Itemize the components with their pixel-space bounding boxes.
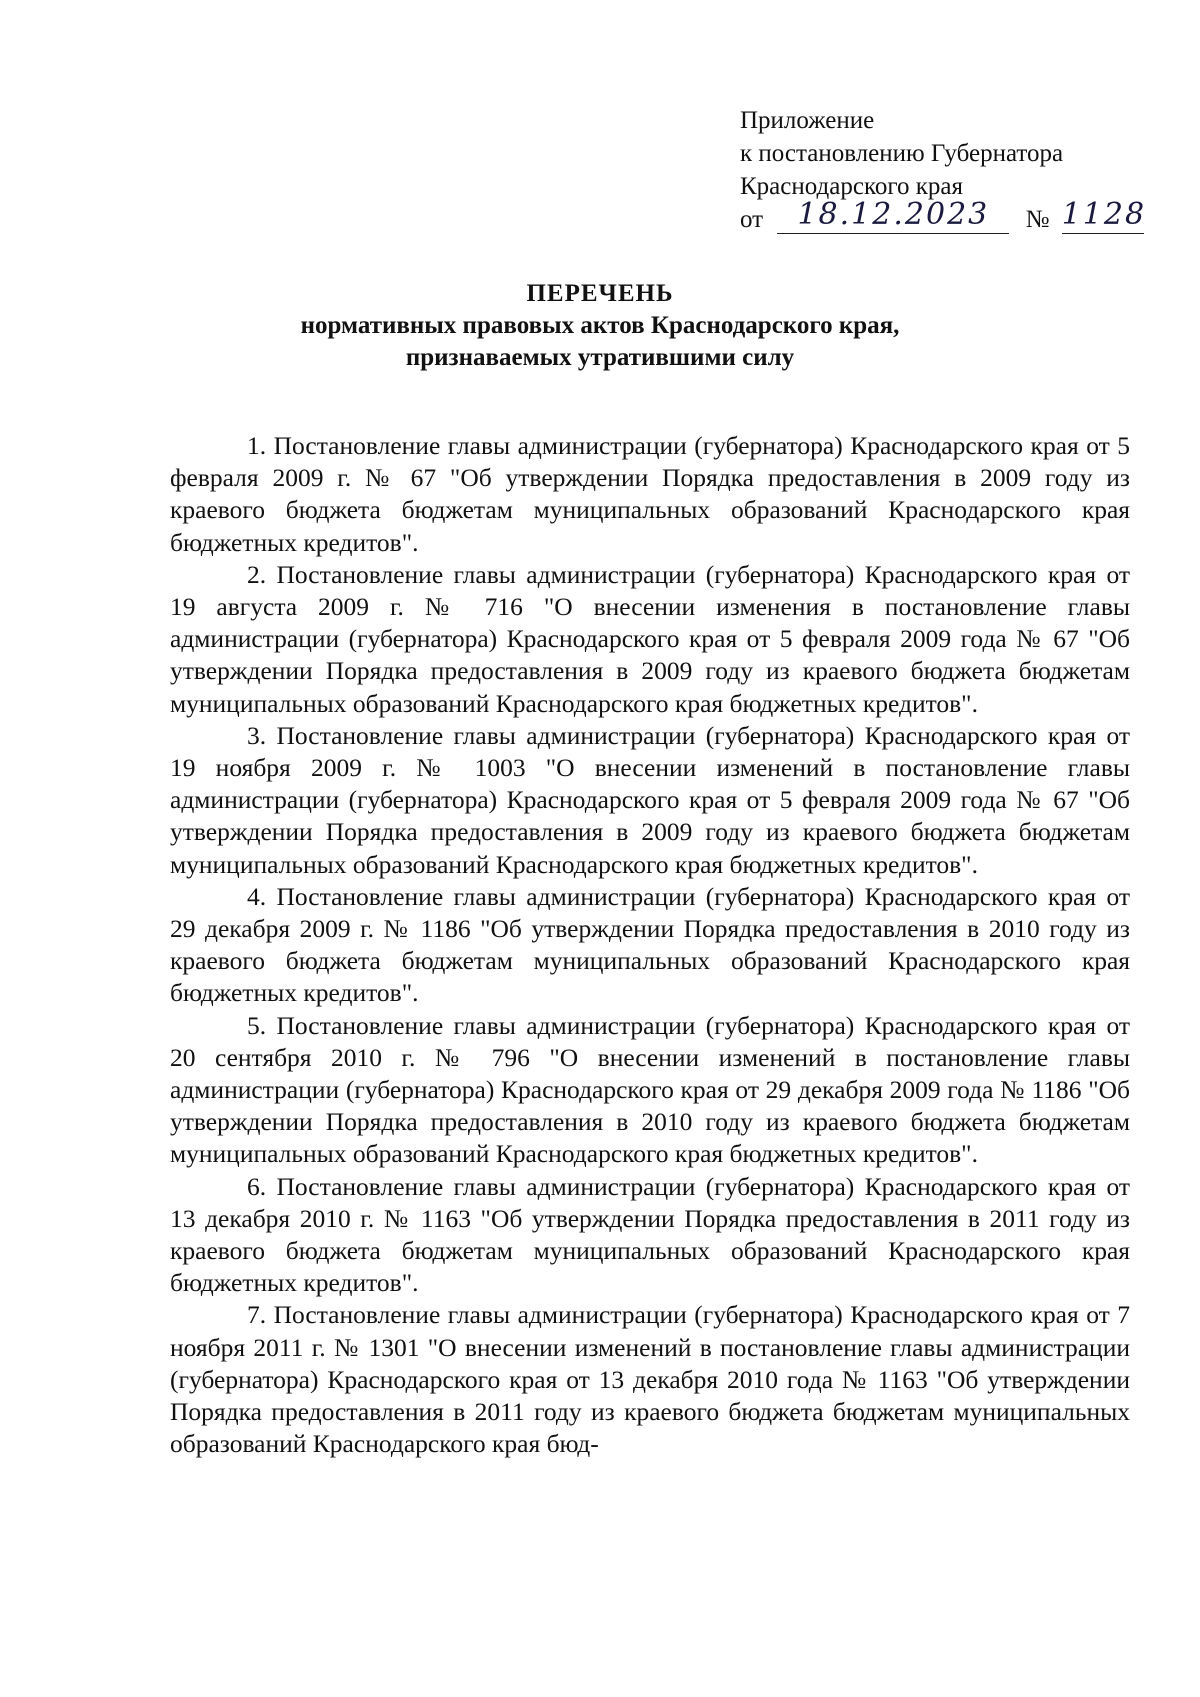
document-subtitle-line-1: нормативных правовых актов Краснодарского края, (300, 312, 900, 339)
list-item: 3. Постановление главы администрации (губернатора) Краснодарского края от 19 ноября 2009 г. № 1003 "О внесении изменений в постановление главы администрации (губернатора) Краснодарского края от 5 февраля 2009 года № 67 "Об утверждении Порядка предоставления в 2009 году из краевого бюджета бюджетам муниципальных образований Краснодарского края бюджетных кредитов". (170, 720, 1130, 879)
appendix-date-number-line (740, 197, 1160, 236)
list-item: 1. Постановление главы администрации (губернатора) Краснодарского края от 5 февраля 2009 г. № 67 "Об утверждении Порядка предоставления в 2009 году из краевого бюджета бюджетам муниципальных образований Краснодарского края бюджетных кредитов". (170, 431, 1130, 557)
number-field (1061, 197, 1147, 234)
appendix-reference: к постановлению Губернатора (740, 140, 1064, 167)
number-prefix: № (1025, 206, 1050, 233)
document-subtitle-line-2: признаваемых утратившими силу (405, 344, 795, 371)
document-title: ПЕРЕЧЕНЬ (526, 280, 674, 307)
list-item: 4. Постановление главы администрации (губернатора) Краснодарского края от 29 декабря 2009 г. № 1186 "Об утверждении Порядка предоставления в 2010 году из краевого бюджета бюджетам муниципальных образований Краснодарского края бюджетных кредитов". (170, 881, 1130, 1008)
date-field (777, 197, 1009, 234)
appendix-region: Краснодарского края (740, 173, 963, 200)
list-item: 7. Постановление главы администрации (губернатора) Краснодарского края от 7 ноября 2011 г. № 1301 "О внесении изменений в постановление главы администрации (губернатора) Краснодарского края от 13 декабря 2010 года № 1163 "Об утверждении Порядка предоставления в 2011 году из краевого бюджета бюджетам муниципальных образований Краснодарского края бюд- (170, 1300, 1130, 1459)
appendix-title: Приложение (740, 107, 875, 134)
date-prefix: от (740, 206, 764, 233)
list-item: 5. Постановление главы администрации (губернатора) Краснодарского края от 20 сентября 2010 г. № 796 "О внесении изменений в постановление главы администрации (губернатора) Краснодарского края от 29 декабря 2009 года № 1186 "Об утверждении Порядка предоставления в 2010 году из краевого бюджета бюджетам муниципальных образований Краснодарского края бюджетных кредитов". (170, 1010, 1130, 1169)
list-item: 2. Постановление главы администрации (губернатора) Краснодарского края от 19 августа 2009 г. № 716 "О внесении изменения в постановление главы администрации (губернатора) Краснодарского края от 5 февраля 2009 года № 67 "Об утверждении Порядка предоставления в 2009 году из краевого бюджета бюджетам муниципальных образований Краснодарского края бюджетных кредитов". (170, 559, 1130, 718)
handwritten-number: 1128 (1061, 197, 1147, 232)
list-item: 6. Постановление главы администрации (губернатора) Краснодарского края от 13 декабря 2010 г. № 1163 "Об утверждении Порядка предоставления в 2011 году из краевого бюджета бюджетам муниципальных образований Краснодарского края бюджетных кредитов". (170, 1171, 1130, 1298)
handwritten-date: 18.12.2023 (797, 197, 990, 232)
appendix-header (740, 104, 1160, 236)
document-title-block (0, 278, 1200, 374)
acts-list (170, 430, 1130, 1461)
